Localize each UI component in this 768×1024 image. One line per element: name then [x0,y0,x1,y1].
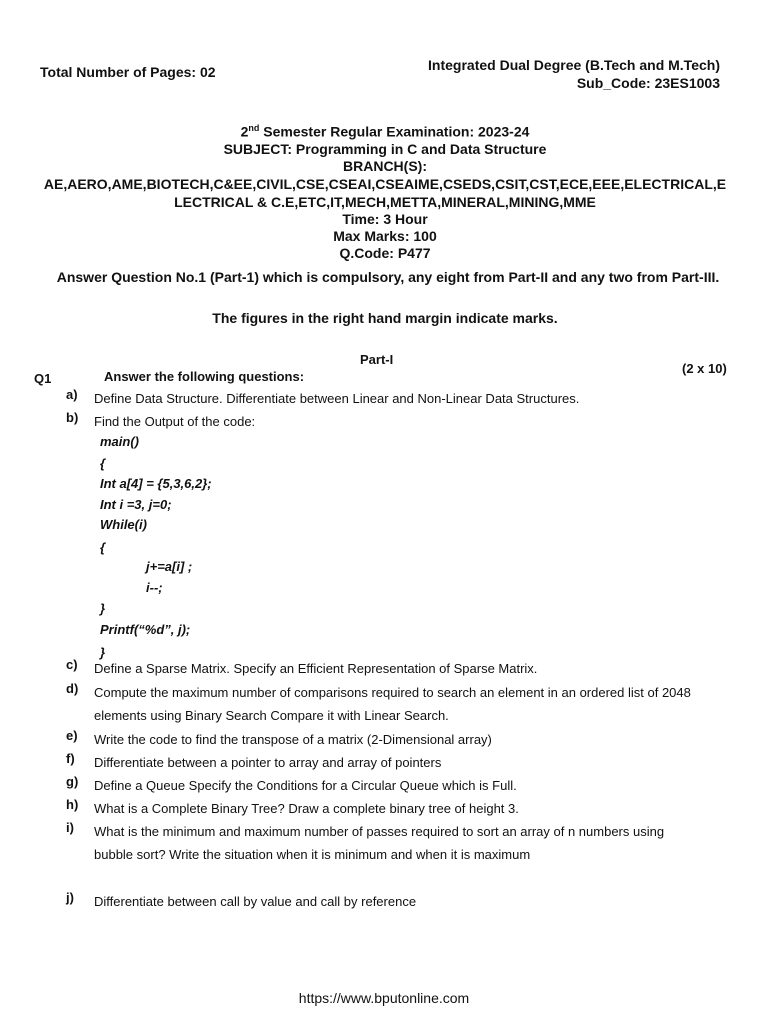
max-marks: Max Marks: 100 [333,227,437,244]
question-item-j [66,890,706,913]
question-item-b [66,410,706,433]
item-text: What is a Complete Binary Tree? Draw a complete binary tree of height 3. [94,801,519,816]
item-text: Find the Output of the code: [94,414,256,429]
item-label: a) [66,387,78,402]
question-item-e [66,728,706,751]
code-line: Int a[4] = {5,3,6,2}; [100,476,212,491]
item-label: e) [66,728,78,743]
question-item-d [66,681,706,727]
code-line: j+=a[i] ; [146,559,193,574]
code-line: } [100,645,106,660]
question-item-g [66,774,706,797]
code-line: { [100,540,106,555]
item-text: Define Data Structure. Differentiate between Linear and Non-Linear Data Structures. [94,391,580,406]
footer-url: https://www.bputonline.com [298,990,470,1006]
exam-time: Time: 3 Hour [342,210,428,227]
code-line: While(i) [100,517,147,532]
degree-block [390,56,720,92]
item-label: d) [66,681,79,696]
question-item-h [66,797,706,820]
item-label: j) [66,890,74,905]
question-code: Q.Code: P477 [339,244,431,261]
item-label: i) [66,820,74,835]
marks-note: The figures in the right hand margin indicate marks. [212,310,558,326]
item-text: Compute the maximum number of comparisons required to search an element in an ordered list of 2048 elements using Binary Search Compare it with Linear Search. [94,685,691,723]
item-label: b) [66,410,79,425]
subject-code: Sub_Code: 23ES1003 [576,75,720,91]
code-line: Printf(“%d”, j); [100,622,191,637]
question-heading: Answer the following questions: [104,369,305,384]
code-line: i--; [146,580,163,595]
question-item-c [66,657,706,680]
code-line: } [100,601,106,616]
question-number: Q1 [34,371,52,386]
subject-line: SUBJECT: Programming in C and Data Structure [223,140,547,157]
code-line: { [100,456,106,471]
item-label: f) [66,751,75,766]
item-label: g) [66,774,79,789]
item-label: h) [66,797,79,812]
exam-header [40,120,730,262]
item-label: c) [66,657,78,672]
item-text: Write the code to find the transpose of a matrix (2-Dimensional array) [94,732,492,747]
part-title: Part-I [360,352,394,367]
item-text: Define a Sparse Matrix. Specify an Efficient Representation of Sparse Matrix. [94,661,538,676]
question-item-i [66,820,706,866]
item-text: Define a Queue Specify the Conditions for a Circular Queue which is Full. [94,778,517,793]
question-item-f [66,751,706,774]
degree-title: Integrated Dual Degree (B.Tech and M.Tech) [428,57,720,73]
question-item-a [66,387,706,410]
item-text: What is the minimum and maximum number of passes required to sort an array of n numbers using bubble sort? Write the situation when it is minimum and when it is maximum [94,824,665,862]
code-line: Int i =3, j=0; [100,497,172,512]
total-pages: Total Number of Pages: 02 [40,64,216,80]
branch-list: AE,AERO,AME,BIOTECH,C&EE,CIVIL,CSE,CSEAI,CSEAIME,CSEDS,CSIT,CST,ECE,EEE,ELECTRICAL,ELECTRICAL & C.E,ETC,IT,MECH,METTA,MINERAL,MINING,MME [43,175,727,210]
item-text: Differentiate between call by value and call by reference [94,894,417,909]
question-marks: (2 x 10) [682,361,727,376]
semester-line: 2nd Semester Regular Examination: 2023-24 [240,123,530,140]
code-line: main() [100,434,139,449]
answer-instructions: Answer Question No.1 (Part-1) which is compulsory, any eight from Part-II and any two from Part-III. [56,269,720,285]
branch-label: BRANCH(S): [343,157,427,174]
item-text: Differentiate between a pointer to array and array of pointers [94,755,442,770]
